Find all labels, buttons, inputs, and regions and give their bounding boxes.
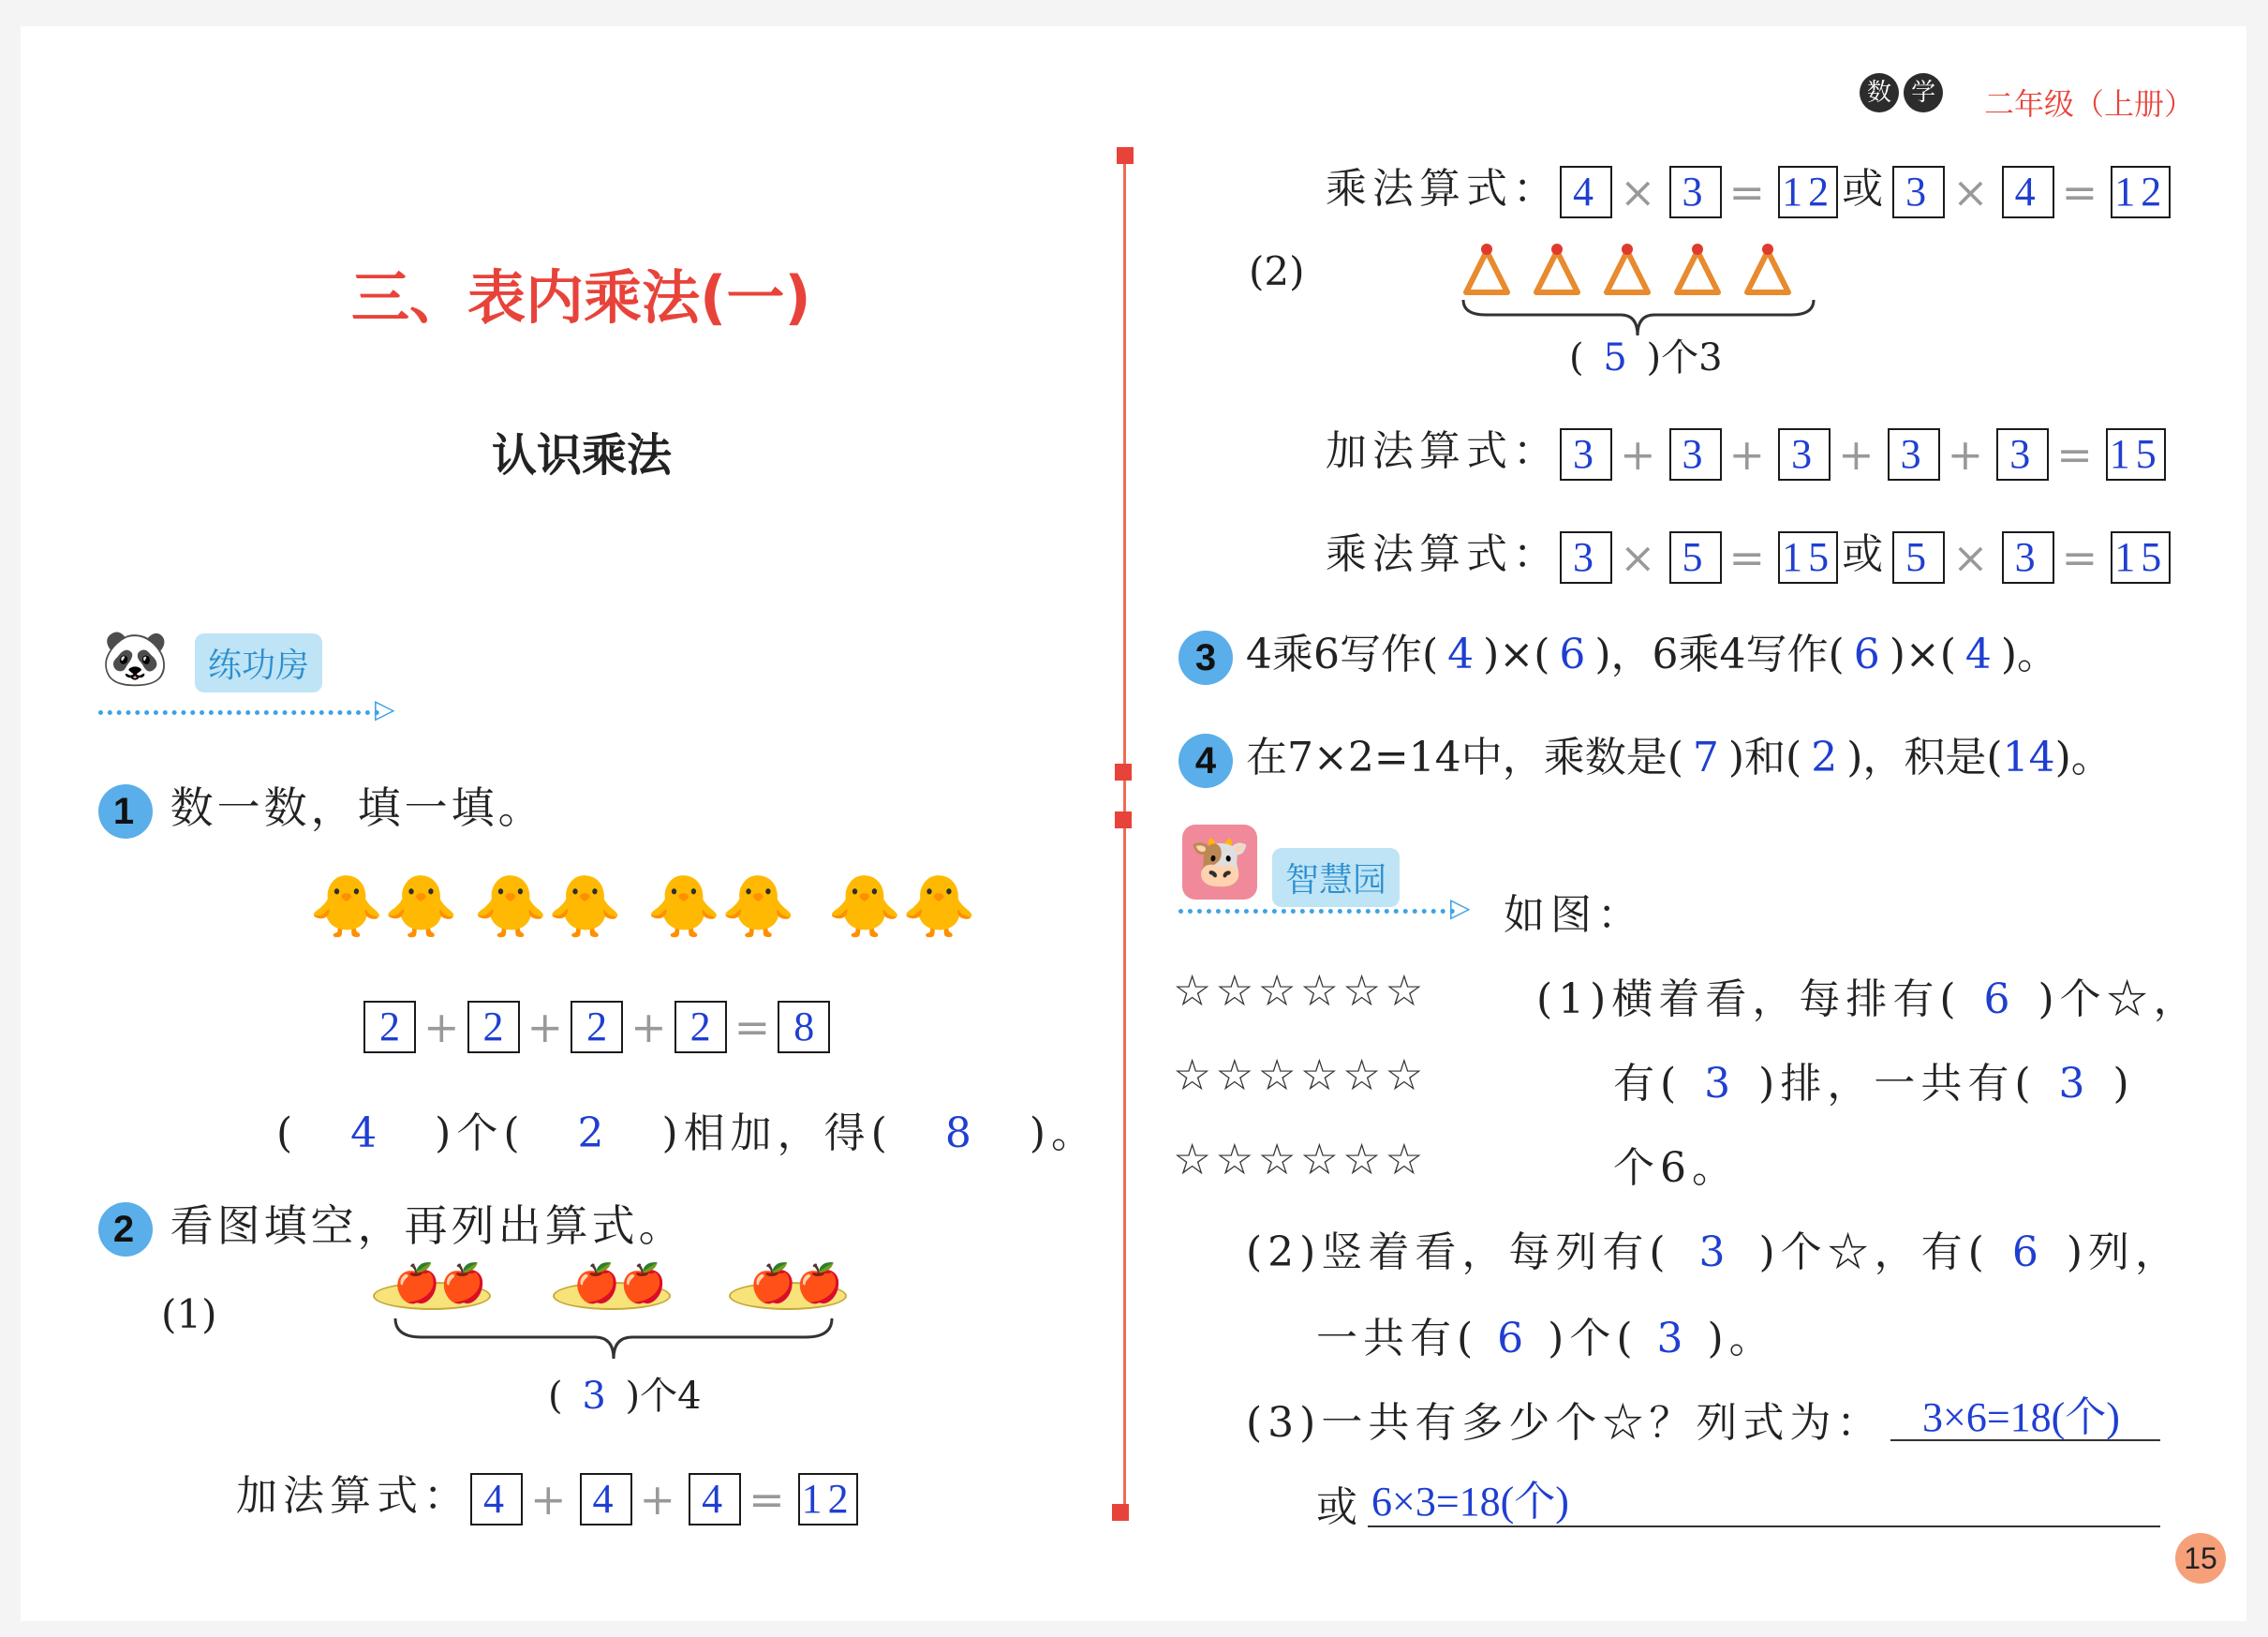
divider-marker [1115,811,1132,828]
p2-text: )。 [1707,1315,1776,1362]
answer-box[interactable]: 12 [2111,166,2171,218]
blank-answer: 6 [1497,1315,1530,1362]
p2-text: 一共有( [1316,1315,1479,1362]
answer-box[interactable]: 3 [1560,531,1612,584]
subject-badge-2: 学 [1904,73,1943,112]
answer-box[interactable]: 3 [1669,428,1722,481]
divider-marker [1112,1504,1129,1521]
q3-line [1178,620,2058,685]
p2-line1 [1246,1218,2182,1278]
q4-number: 4 [1178,734,1233,788]
q4-line [1178,723,2112,788]
p2-line2 [1316,1304,1776,1364]
section-tag-practice: 练功房 [195,633,322,692]
apple-plate-3: 🍎🍎 [729,1261,843,1310]
q1-number: 1 [98,784,153,839]
mul-label: 乘法算式： [1326,530,1560,578]
answer-box[interactable]: 4 [1560,166,1612,218]
section-underline [1178,909,1455,914]
divider-marker [1115,764,1132,781]
blank-answer: 4 [1964,631,1992,678]
star-row: ☆☆☆☆☆☆ [1173,965,1428,1016]
duck-group-3: 🐥🐥 [646,872,796,942]
q3-text: )×( [1889,631,1956,678]
blank-answer: 7 [1692,734,1719,781]
p1-line2 [1613,1049,2135,1109]
answer-line-2[interactable] [1368,1467,2160,1527]
p1-text: 有( [1613,1060,1682,1108]
answer-box[interactable]: 15 [2111,531,2171,584]
answer-box[interactable]: 8 [778,1001,830,1053]
answer-box[interactable]: 3 [1669,166,1722,218]
p1-text: ) [2112,1060,2135,1108]
answer-box[interactable]: 4 [2002,166,2054,218]
arrow-icon: ▷ [1450,892,1471,923]
blank-answer: 3 [582,1375,606,1418]
q4-text: 在7×2=14中，乘数是( [1246,734,1683,781]
q2-sub2-label: (2) [1249,248,1305,294]
mul-label: 乘法算式： [1326,165,1560,213]
section-underline [98,710,379,715]
blank-answer: 3 [2058,1060,2091,1108]
blank-answer: 3 [1656,1315,1689,1362]
blank-answer: 3 [1698,1228,1731,1276]
blank-answer: 4 [1447,631,1475,678]
q1-sentence [276,1099,1098,1159]
answer-box[interactable]: 12 [1778,166,1838,218]
p1-text: (1)横着看，每排有( [1536,975,1962,1023]
q3-text: )，6乘4写作( [1594,631,1845,678]
q1-text: 数一数，填一填。 [170,782,545,833]
answer-box[interactable]: 3 [1996,428,2049,481]
q4-text: )，积是( [1846,734,2003,781]
p2-text: )列， [2066,1228,2183,1276]
sentence-text: )。 [1029,1109,1099,1157]
p1-line3: 个6。 [1613,1144,1739,1192]
q2-1-mul-line: 乘法算式： 4 × 3 = 12 或 3 × 4 = 12 [1326,155,2171,218]
chapter-title: 三、表内乘法(一) [351,263,811,332]
paren: ( [548,1375,563,1418]
blank-answer: 5 [1603,336,1627,379]
subject-badge-1: 数 [1860,73,1899,112]
apple-plate-2: 🍎🍎 [553,1261,667,1310]
center-divider [1123,150,1126,1513]
answer-box[interactable]: 2 [467,1001,520,1053]
answer-box[interactable]: 4 [580,1473,632,1525]
blank-answer: 6 [1853,631,1880,678]
answer-box[interactable]: 5 [1669,531,1722,584]
add-label: 加法算式： [1326,427,1560,475]
answer-box[interactable]: 5 [1892,531,1945,584]
p3-or: 或 [1316,1483,1363,1531]
answer-line-1[interactable] [1890,1383,2160,1441]
sentence-text: )相加，得( [661,1109,893,1157]
q2-line [98,1192,686,1257]
q2-number: 2 [98,1202,153,1257]
subject-badges [1860,73,1943,112]
answer-box[interactable]: 3 [1888,428,1940,481]
or-text: 或 [1842,530,1890,578]
answer-box[interactable]: 12 [798,1473,858,1525]
cow-icon: 🐮 [1182,825,1257,900]
paren: ( [1569,336,1584,379]
duck-group-1: 🐥🐥 [309,872,459,942]
q3-text: )×( [1483,631,1550,678]
add-label: 加法算式： [236,1472,470,1520]
answer-text: 3×6=18(个) [1922,1394,2120,1440]
divider-marker [1117,147,1134,164]
blank-answer: 3 [1704,1060,1737,1108]
q1-line [98,774,545,839]
p1-text: )个☆， [2038,975,2201,1023]
p2-text: (2)竖着看，每列有( [1246,1228,1671,1276]
q1-equation: 2 + 2 + 2 + 2 = 8 [363,1001,830,1053]
answer-box[interactable]: 2 [674,1001,727,1053]
brace-icon [393,1317,834,1363]
q2-add-line: 加法算式： 4 + 4 + 4 = 12 [236,1462,858,1525]
answer-box[interactable]: 2 [363,1001,416,1053]
q2-sub1-label: (1) [161,1291,217,1337]
paren: ( [276,1109,299,1157]
q4-text: )。 [2054,734,2112,781]
or-text: 或 [1842,165,1890,213]
blank-answer: 6 [2011,1228,2044,1276]
lesson-title: 认识乘法 [492,429,673,482]
answer-box[interactable]: 2 [571,1001,623,1053]
q2-2-add-line: 加法算式： 3 + 3 + 3 + 3 + 3 = 15 [1326,417,2166,481]
q2-caption-2 [1569,328,1723,381]
answer-text: 6×3=18(个) [1371,1479,1569,1525]
p2-text: )个( [1548,1315,1638,1362]
answer-box[interactable]: 3 [1892,166,1945,218]
q3-text: 4乘6写作( [1246,631,1439,678]
p1-text: )排，一共有( [1758,1060,2037,1108]
page-number: 15 [2175,1533,2226,1584]
star-row: ☆☆☆☆☆☆ [1173,1134,1428,1184]
blank-answer: 4 [350,1109,383,1157]
sentence-text: )个( [435,1109,526,1157]
q4-text: )和( [1727,734,1802,781]
q2-2-mul-line: 乘法算式： 3 × 5 = 15 或 5 × 3 = 15 [1326,520,2171,584]
answer-box[interactable]: 3 [1778,428,1831,481]
matchstick-triangles [1457,234,1822,300]
caption-text: )个3 [1646,336,1723,379]
blank-answer: 2 [577,1109,610,1157]
answer-box[interactable]: 4 [689,1473,741,1525]
panda-icon: 🐼 [101,626,170,690]
duck-group-4: 🐥🐥 [827,872,977,942]
p1-line1 [1536,965,2201,1025]
blank-answer: 6 [1983,975,2016,1023]
caption-text: )个4 [625,1375,702,1418]
arrow-icon: ▷ [375,693,395,724]
blank-answer: 14 [2002,734,2055,781]
q2-caption-1 [548,1366,702,1420]
duck-group-2: 🐥🐥 [473,872,623,942]
apple-plate-1: 🍎🍎 [373,1261,487,1310]
q3-text: )。 [2000,631,2059,678]
answer-box[interactable]: 3 [1560,428,1612,481]
blank-answer: 6 [1559,631,1586,678]
star-row: ☆☆☆☆☆☆ [1173,1049,1428,1100]
q2-text: 看图填空，再列出算式。 [170,1200,686,1251]
answer-box[interactable]: 15 [1778,531,1838,584]
answer-box[interactable]: 4 [470,1473,523,1525]
figure-intro: 如图： [1504,891,1644,939]
blank-answer: 2 [1811,734,1838,781]
section-tag-wisdom: 智慧园 [1272,848,1400,907]
answer-box[interactable]: 3 [2002,531,2054,584]
q3-number: 3 [1178,631,1233,685]
p3-line1 [1246,1389,1883,1449]
grade-label: 二年级（上册） [1984,86,2195,122]
p3-text: (3)一共有多少个☆？列式为： [1246,1399,1884,1447]
answer-box[interactable]: 15 [2106,428,2166,481]
blank-answer: 8 [944,1109,977,1157]
p2-text: )个☆，有( [1758,1228,1990,1276]
